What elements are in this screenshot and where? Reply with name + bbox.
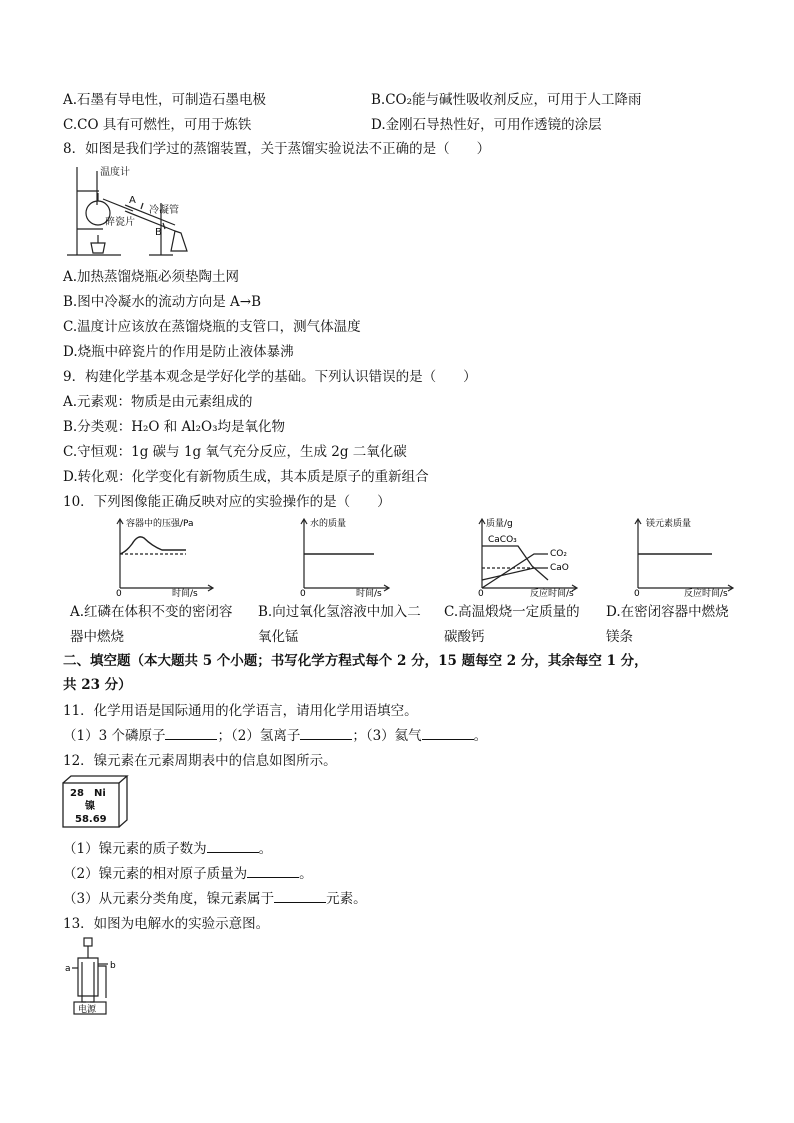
q11-blank-1[interactable] <box>165 727 217 740</box>
graph-a-caption <box>70 600 250 650</box>
graph-c-calcination <box>472 516 590 598</box>
graph-a-caption-line1: A.红磷在体积不变的密闭容 <box>70 604 233 620</box>
chips-label: 碎瓷片 <box>105 217 135 228</box>
q12-line2 <box>63 865 313 883</box>
q12-s3-end: 元素。 <box>326 891 367 907</box>
q13-stem: 13．如图为电解水的实验示意图。 <box>63 916 270 932</box>
electrolysis-label-a: a <box>65 964 71 974</box>
graph-a-caption-line2: 器中燃烧 <box>70 629 124 645</box>
q8-option-c: C.温度计应该放在蒸馏烧瓶的支管口，测气体温度 <box>63 319 361 335</box>
nickel-element-cell <box>60 774 130 830</box>
q9-option-b: B.分类观：H₂O 和 Al₂O₃均是氧化物 <box>63 419 286 435</box>
graph-b-water-mass <box>294 516 394 598</box>
q11-end: 。 <box>473 728 488 744</box>
label-a: A <box>129 195 136 206</box>
graph-c-caption-line1: C.高温煅烧一定质量的 <box>444 604 580 620</box>
q11-blanks-line <box>63 727 487 745</box>
graph-d-origin: 0 <box>634 589 640 598</box>
q9-option-c: C.守恒观：1g 碳与 1g 氧气充分反应，生成 2g 二氧化碳 <box>63 444 407 460</box>
graph-d-xlabel: 反应时间/s <box>684 589 728 598</box>
q8-option-d: D.烧瓶中碎瓷片的作用是防止液体暴沸 <box>63 344 294 360</box>
nickel-name: 镍 <box>85 801 95 812</box>
q12-stem: 12．镍元素在元素周期表中的信息如图所示。 <box>63 753 337 769</box>
graph-b-xlabel: 时间/s <box>356 589 382 598</box>
q9-option-d: D.转化观：化学变化有新物质生成，其本质是原子的重新组合 <box>63 469 429 485</box>
graph-c-origin: 0 <box>478 589 484 598</box>
nickel-symbol: Ni <box>94 788 106 799</box>
graph-b-ylabel: 水的质量 <box>310 519 347 529</box>
section2-heading-line1: 二、填空题（本大题共 5 个小题；书写化学方程式每个 2 分，15 题每空 2 分，其余每空 1 分， <box>63 653 648 669</box>
graph-b-caption <box>258 600 438 650</box>
q7-option-a: A.石墨有导电性，可制造石墨电极 <box>63 92 267 108</box>
q7-option-b: B.CO₂能与碱性吸收剂反应，可用于人工降雨 <box>371 92 642 108</box>
graph-d-caption-line2: 镁条 <box>606 629 633 645</box>
q9-option-a: A.元素观：物质是由元素组成的 <box>63 394 253 410</box>
thermometer-label: 温度计 <box>100 167 130 178</box>
q12-s2: （2）镍元素的相对原子质量为 <box>63 866 248 882</box>
graph-c-caption <box>444 600 624 650</box>
graph-b-origin: 0 <box>300 589 306 598</box>
graph-d-magnesium <box>628 516 740 598</box>
q12-blank-3[interactable] <box>274 890 326 903</box>
graph-c-caption-line2: 碳酸钙 <box>444 629 485 645</box>
distillation-apparatus-figure <box>63 163 203 263</box>
q12-end1: 。 <box>258 841 273 857</box>
q11-blank-3[interactable] <box>422 727 474 740</box>
graph-c-xlabel: 反应时间/s <box>530 589 574 598</box>
graph-b-caption-line2: 氧化锰 <box>258 629 299 645</box>
electrolysis-label-b: b <box>110 961 116 971</box>
condenser-label: 冷凝管 <box>149 205 179 216</box>
q12-line1 <box>63 840 272 858</box>
q8-stem: 8．如图是我们学过的蒸馏装置，关于蒸馏实验说法不正确的是（ ） <box>63 141 491 157</box>
q11-part1: （1）3 个磷原子 <box>63 728 166 744</box>
q12-end2: 。 <box>299 866 313 882</box>
nickel-atomic-mass: 58.69 <box>75 814 107 825</box>
q12-blank-1[interactable] <box>207 840 259 853</box>
graph-c-series-caco3: CaCO₃ <box>488 535 517 545</box>
q11-stem: 11．化学用语是国际通用的化学语言，请用化学用语填空。 <box>63 703 418 719</box>
q12-s3: （3）从元素分类角度，镍元素属于 <box>63 891 275 907</box>
q11-part2: ；（2）氢离子 <box>217 728 301 744</box>
power-source-label: 电源 <box>78 1005 97 1015</box>
graph-d-caption-line1: D.在密闭容器中燃烧 <box>606 604 729 620</box>
section2-heading-line2: 共 23 分） <box>63 677 132 693</box>
q11-part3: ；（3）氦气 <box>352 728 422 744</box>
graph-c-ylabel: 质量/g <box>486 519 513 529</box>
graph-a-origin: 0 <box>116 589 122 598</box>
q12-blank-2[interactable] <box>247 865 299 878</box>
q12-s1: （1）镍元素的质子数为 <box>63 841 207 857</box>
graph-d-caption <box>606 600 786 650</box>
graph-a-xlabel: 时间/s <box>172 589 198 598</box>
nickel-atomic-number: 28 <box>70 788 84 799</box>
graph-c-series-cao: CaO <box>550 563 569 573</box>
q7-option-c: C.CO 具有可燃性，可用于炼铁 <box>63 117 252 133</box>
q7-option-d: D.金刚石导热性好，可用作透镜的涂层 <box>371 117 602 133</box>
q8-option-b: B.图中冷凝水的流动方向是 A→B <box>63 294 261 310</box>
q11-blank-2[interactable] <box>300 727 352 740</box>
graph-a-ylabel: 容器中的压强/Pa <box>126 519 194 529</box>
graph-b-caption-line1: B.向过氧化氢溶液中加入二 <box>258 604 421 620</box>
q10-stem: 10．下列图像能正确反映对应的实验操作的是（ ） <box>63 494 391 510</box>
electrolysis-apparatus-figure <box>62 936 132 1016</box>
graph-a-pressure <box>108 516 216 598</box>
q9-stem: 9．构建化学基本观念是学好化学的基础。下列认识错误的是（ ） <box>63 369 477 385</box>
graph-c-series-co2: CO₂ <box>550 549 567 559</box>
graph-d-ylabel: 镁元素质量 <box>646 519 692 529</box>
label-b: B <box>155 227 162 238</box>
q8-option-a: A.加热蒸馏烧瓶必须垫陶土网 <box>63 269 240 285</box>
q12-line3 <box>63 890 367 908</box>
